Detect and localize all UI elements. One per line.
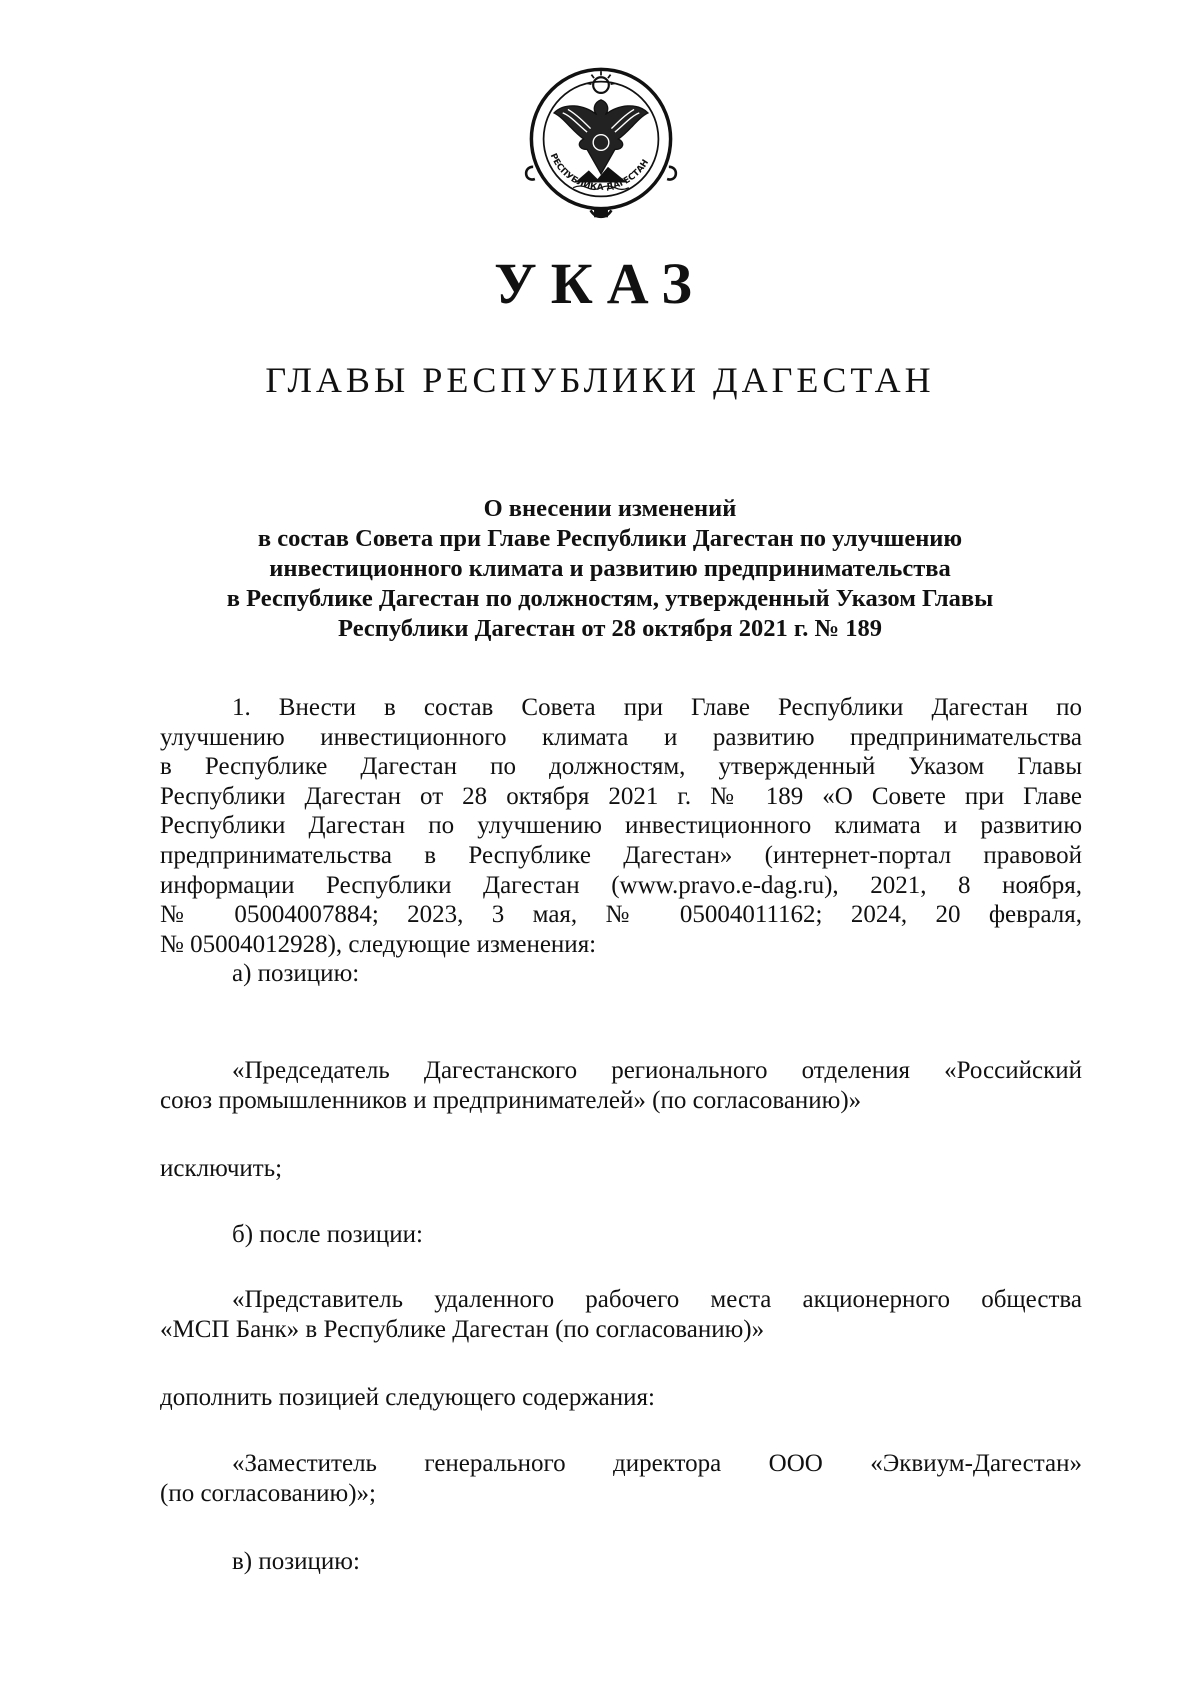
quote-2: [160, 1285, 1082, 1344]
paragraph-1: [160, 693, 1082, 989]
quote-line: «Представитель удаленного рабочего места акционерного общества: [232, 1286, 1082, 1313]
quote-line: (по согласованию)»;: [160, 1479, 376, 1507]
heading-line: в состав Совета при Главе Республики Дагестан по улучшению: [257, 525, 963, 552]
quote-line: «Председатель Дагестанского регионального отделения «Российский: [232, 1057, 1082, 1084]
document-title: УКАЗ: [494, 251, 706, 316]
paragraph-line: предпринимательства в Республике Дагестан» (интернет-портал правовой: [160, 841, 1082, 869]
paragraph-line: 1. Внести в состав Совета при Главе Республики Дагестан по: [232, 694, 1082, 721]
supplement-line: дополнить позицией следующего содержания:: [160, 1384, 655, 1411]
exclude-line: исключить;: [160, 1155, 283, 1182]
quote-line: «Заместитель генерального директора ООО «Эквиум-Дагестан»: [232, 1450, 1082, 1477]
exclude-text: [160, 1154, 1082, 1184]
item-a-label: а) позицию:: [232, 960, 360, 988]
quote-line: союз промышленников и предпринимателей» (по согласованию)»: [160, 1086, 862, 1114]
quote-1: [160, 1056, 1082, 1115]
item-b-label: б) после позиции:: [232, 1221, 423, 1248]
emblem-graphic: [514, 52, 688, 226]
svg-text:РЕСПУБЛИКА ДАГЕСТАН: РЕСПУБЛИКА ДАГЕСТАН: [547, 152, 652, 193]
quote-3: [160, 1449, 1082, 1508]
paragraph-line: улучшению инвестиционного климата и развитию предпринимательства: [160, 723, 1082, 751]
item-c-label: в) позицию:: [232, 1548, 360, 1575]
paragraph-line: в Республике Дагестан по должностям, утвержденный Указом Главы: [160, 753, 1082, 781]
paragraph-line: № 05004007884; 2023, 3 мая, № 05004011162; 2024, 20 февраля,: [160, 901, 1082, 929]
emblem-of-dagestan-icon: [514, 52, 688, 226]
document-heading: [150, 494, 1070, 644]
document-subtitle: ГЛАВЫ РЕСПУБЛИКИ ДАГЕСТАН: [265, 360, 935, 400]
heading-line: О внесении изменений: [483, 495, 737, 522]
paragraph-line: Республики Дагестан по улучшению инвестиционного климата и развитию: [160, 812, 1082, 840]
paragraph-line: № 05004012928), следующие изменения:: [160, 930, 597, 958]
supplement-text: [160, 1383, 1082, 1413]
heading-line: в Республике Дагестан по должностям, утвержденный Указом Главы: [226, 585, 994, 612]
heading-line: инвестиционного климата и развитию предпринимательства: [269, 555, 951, 582]
item-b: [160, 1220, 1082, 1250]
paragraph-line: Республики Дагестан от 28 октября 2021 г. № 189 «О Совете при Главе: [160, 782, 1082, 810]
item-c: [160, 1547, 1082, 1577]
heading-line: Республики Дагестан от 28 октября 2021 г. № 189: [338, 615, 882, 642]
paragraph-line: информации Республики Дагестан (www.pravo.e-dag.ru), 2021, 8 ноября,: [160, 871, 1082, 899]
quote-line: «МСП Банк» в Республике Дагестан (по согласованию)»: [160, 1315, 765, 1343]
